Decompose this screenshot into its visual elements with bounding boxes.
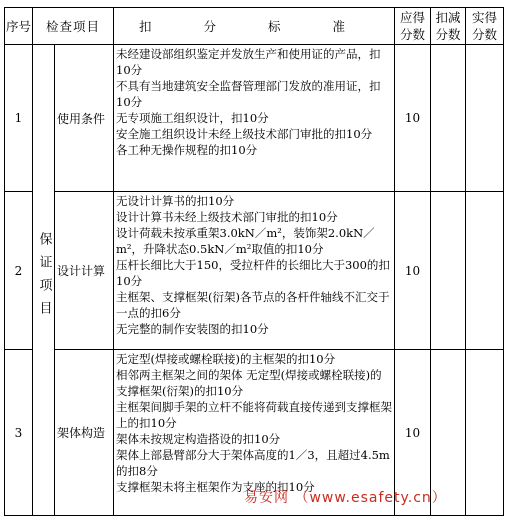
standard-line: 设计计算书未经上级技术部门审批的扣10分 — [116, 210, 338, 224]
standard-line: 相邻两主框架之间的架体 无定型(焊接或螺栓联接)的支撑框架(衍架)的扣10分 — [116, 368, 382, 398]
row-no: 2 — [5, 192, 33, 350]
row-due-score: 10 — [395, 45, 431, 192]
standard-line: 无专项施工组织设计，扣10分 — [116, 111, 269, 125]
header-check-item: 检查项目 — [33, 8, 114, 45]
row-actual-score — [466, 45, 504, 192]
standard-line: 不具有当地建筑安全监督管理部门发放的准用证，扣10分 — [116, 79, 381, 109]
standard-line: 无设计计算书的扣10分 — [116, 194, 235, 208]
standard-line: 无定型(焊接或螺栓联接)的主框架的扣10分 — [116, 352, 336, 366]
row-no: 3 — [5, 350, 33, 516]
header-row — [5, 8, 504, 45]
row-actual-score — [466, 350, 504, 516]
header-due-score: 应得分数 — [395, 8, 431, 45]
header-actual-score: 实得分数 — [466, 8, 504, 45]
standard-line: 设计荷载未按承重架3.0kN／m²，装饰架2.0kN／m²，升降状态0.5kN／m²取值的扣10分 — [116, 226, 375, 256]
row-deducted-score — [431, 192, 466, 350]
row-standards — [114, 192, 395, 350]
header-no: 序号 — [5, 8, 33, 45]
watermark: 易安网 （www.esafety.cn） — [244, 490, 447, 506]
row-no: 1 — [5, 45, 33, 192]
standard-line: 主框架、支撑框架(衍架)各节点的各杆件轴线不汇交于一点的扣6分 — [116, 290, 390, 320]
row-item: 使用条件 — [55, 45, 114, 192]
standard-line: 压杆长细比大于150，受拉杆件的长细比大于300的扣10分 — [116, 258, 390, 288]
standard-line: 各工种无操作规程的扣10分 — [116, 143, 258, 157]
row-item: 设计计算 — [55, 192, 114, 350]
row-due-score: 10 — [395, 192, 431, 350]
inspection-table — [4, 7, 504, 516]
standard-line: 架体未按规定构造搭设的扣10分 — [116, 432, 281, 446]
header-deducted-score: 扣减分数 — [431, 8, 466, 45]
standard-line: 无完整的制作安装图的扣10分 — [116, 322, 269, 336]
header-standard-text: 扣 分 标 准 — [139, 18, 369, 34]
row-actual-score — [466, 192, 504, 350]
category-label: 保证项目 — [36, 232, 52, 324]
row-due-score: 10 — [395, 350, 431, 516]
category-cell — [33, 45, 55, 516]
table-row — [5, 45, 504, 192]
standard-line: 架体上部悬臂部分大于架体高度的1／3，且超过4.5m的扣8分 — [116, 448, 390, 478]
standard-line: 支撑框架未将主框架作为支座的扣10分 — [116, 480, 315, 494]
row-standards — [114, 45, 395, 192]
standard-line: 未经建设部组织鉴定并发放生产和使用证的产品，扣10分 — [116, 47, 381, 77]
row-item: 架体构造 — [55, 350, 114, 516]
header-standard — [114, 8, 395, 45]
standard-line: 安全施工组织设计未经上级技术部门审批的扣10分 — [116, 127, 373, 141]
standard-line: 主框架间脚手架的立杆不能将荷载直接传递到支撑框架上的扣10分 — [116, 400, 393, 430]
table-row — [5, 192, 504, 350]
row-deducted-score — [431, 45, 466, 192]
